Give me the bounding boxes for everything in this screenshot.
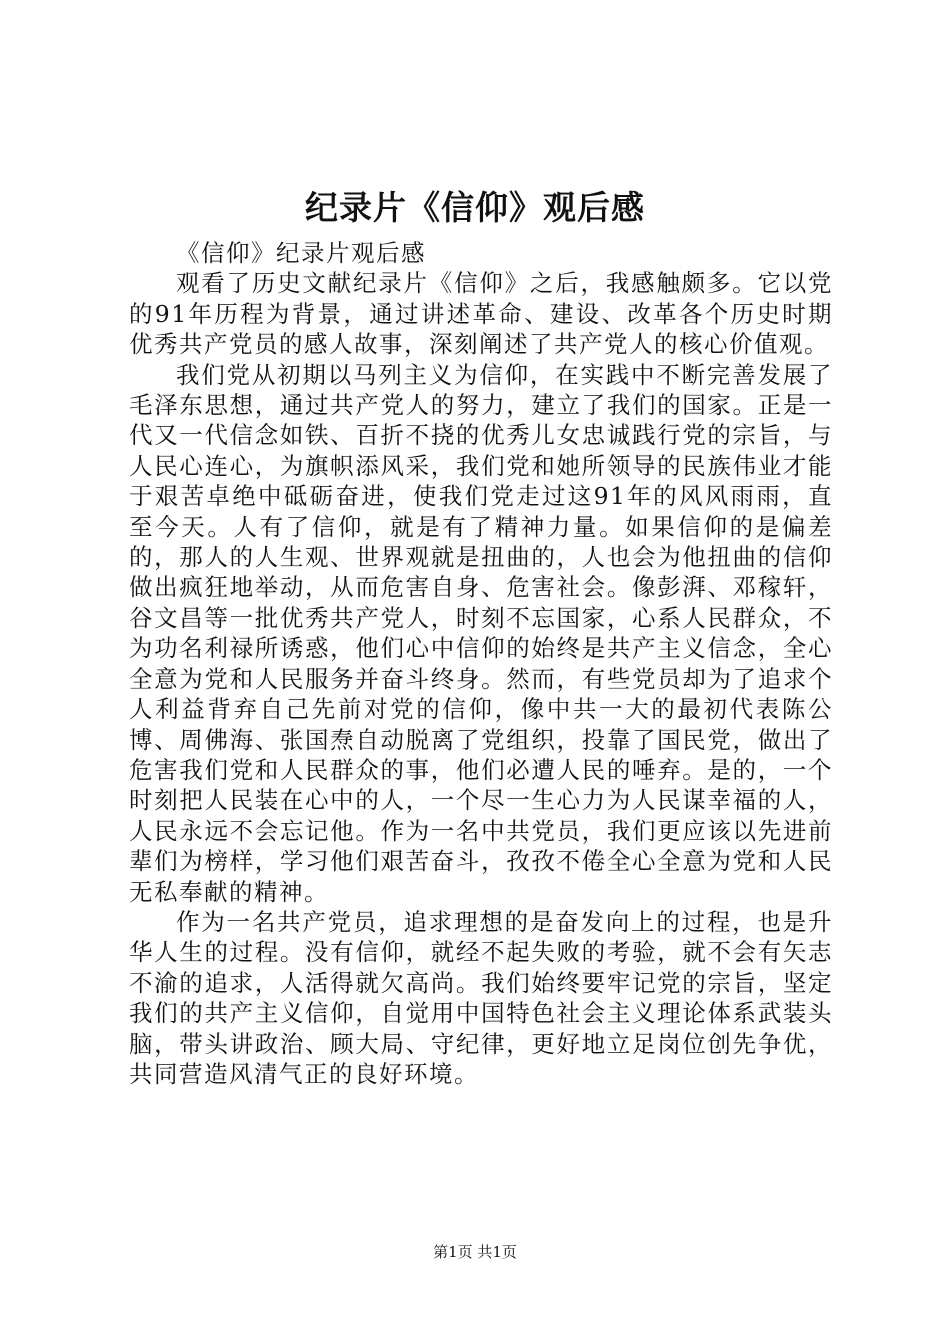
paragraph-2: 我们党从初期以马列主义为信仰，在实践中不断完善发展了毛泽东思想，通过共产党人的努力，建立了我们的国家。正是一代又一代信念如铁、百折不挠的优秀儿女忠诚践行党的宗旨，与人民心连心，为旗帜添风采，我们党和她所领导的民族伟业才能于艰苦卓绝中砥砺奋进，使我们党走过这91年的风风雨雨，直至今天。人有了信仰，就是有了精神力量。如果信仰的是偏差的，那人的人生观、世界观就是扭曲的，人也会为他扭曲的信仰做出疯狂地举动，从而危害自身、危害社会。像彭湃、邓稼轩，谷文昌等一批优秀共产党人，时刻不忘国家，心系人民群众，不为功名利禄所诱惑，他们心中信仰的始终是共产主义信念，全心全意为党和人民服务并奋斗终身。然而，有些党员却为了追求个人利益背弃自己先前对党的信仰，像中共一大的最初代表陈公博、周佛海、张国焘自动脱离了党组织，投靠了国民党，做出了危害我们党和人民群众的事，他们必遭人民的唾弃。是的，一个时刻把人民装在心中的人，一个尽一生心力为人民谋幸福的人，人民永远不会忘记他。作为一名中共党员，我们更应该以先进前辈们为榜样，学习他们艰苦奋斗，孜孜不倦全心全意为党和人民无私奉献的精神。 bbox=[129, 360, 833, 906]
paragraph-3: 作为一名共产党员，追求理想的是奋发向上的过程，也是升华人生的过程。没有信仰，就经不起失败的考验，就不会有矢志不渝的追求，人活得就欠高尚。我们始终要牢记党的宗旨，坚定我们的共产主义信仰，自觉用中国特色社会主义理论体系武装头脑，带头讲政治、顾大局、守纪律，更好地立足岗位创先争优，共同营造风清气正的良好环境。 bbox=[129, 907, 833, 1088]
document-title: 纪录片《信仰》观后感 bbox=[305, 188, 645, 227]
subtitle-paragraph: 《信仰》纪录片观后感 bbox=[176, 239, 426, 267]
page-footer: 第1页 共1页 bbox=[433, 1243, 517, 1261]
paragraph-1: 观看了历史文献纪录片《信仰》之后，我感触颇多。它以党的91年历程为背景，通过讲述革命、建设、改革各个历史时期优秀共产党员的感人故事，深刻阐述了共产党人的核心价值观。 bbox=[129, 269, 833, 359]
document-body bbox=[129, 238, 833, 1089]
